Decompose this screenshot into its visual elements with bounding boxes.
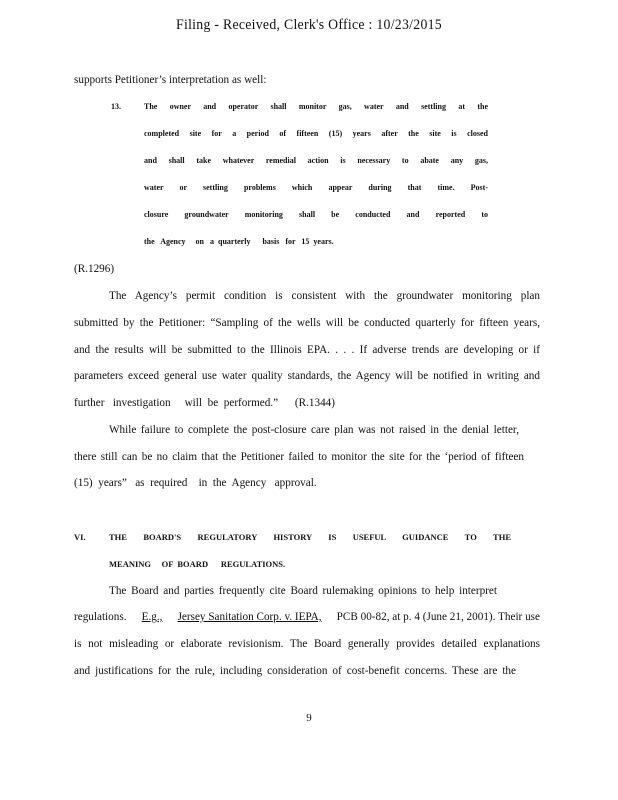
quote-line: completed site for a period of fifteen (15) years after the site is closed: [144, 129, 488, 138]
quote-line: water or settling problems which appear during that time. Post-: [144, 183, 488, 192]
quote-line: closure groundwater monitoring shall be conducted and reported to: [144, 210, 488, 219]
paragraph-line: parameters exceed general use water quality standards, the Agency will be notified in writing and: [74, 370, 540, 382]
paragraph-line: The Board and parties frequently cite Board rulemaking opinions to help interpret: [109, 585, 497, 597]
paragraph-line: The Agency’s permit condition is consistent with the groundwater monitoring plan: [109, 290, 540, 302]
paragraph-last-line: further investigation will be performed.” (R.1344): [74, 397, 335, 409]
section-heading-line: MEANING OF BOARD REGULATIONS.: [109, 559, 286, 569]
paragraph-line: there still can be no claim that the Petitioner failed to monitor the site for the ‘period of fifteen: [74, 451, 524, 463]
text-segment: regulations.: [74, 611, 127, 623]
paragraph-line: and the results will be submitted to the Illinois EPA. . . . If adverse trends are developing or if: [74, 344, 540, 356]
quote-last-line: the Agency on a quarterly basis for 15 years.: [144, 237, 334, 246]
paragraph-line: While failure to complete the post-closure care plan was not raised in the denial letter,: [109, 424, 519, 436]
case-name: Jersey Sanitation Corp. v. IEPA,: [177, 611, 322, 623]
page-number: 9: [306, 712, 312, 724]
citation: (R.1296): [74, 263, 115, 275]
quote-line: The owner and operator shall monitor gas, water and settling at the: [144, 102, 488, 111]
paragraph-line: submitted by the Petitioner: “Sampling of the wells will be conducted quarterly for fifteen years,: [74, 317, 540, 329]
paragraph-line: is not misleading or elaborate revisionism. The Board generally provides detailed explanations: [74, 638, 540, 650]
paragraph-last-line: (15) years” as required in the Agency approval.: [74, 477, 317, 489]
paragraph-line-citation: [74, 611, 540, 623]
quote-line: and shall take whatever remedial action is necessary to abate any gas,: [144, 156, 488, 165]
quote-number: 13.: [111, 102, 121, 111]
intro-line: supports Petitioner’s interpretation as well:: [74, 74, 267, 86]
section-number: VI.: [74, 532, 86, 542]
section-heading-line: THE BOARD'S REGULATORY HISTORY IS USEFUL GUIDANCE TO THE: [109, 532, 511, 542]
eg-signal: E.g.,: [141, 611, 163, 623]
paragraph-line: and justifications for the rule, including consideration of cost-benefit concerns. These are the: [74, 665, 516, 677]
text-segment: PCB 00-82, at p. 4 (June 21, 2001). Their use: [336, 611, 540, 623]
filing-header: Filing - Received, Clerk's Office : 10/23/2015: [176, 17, 442, 33]
